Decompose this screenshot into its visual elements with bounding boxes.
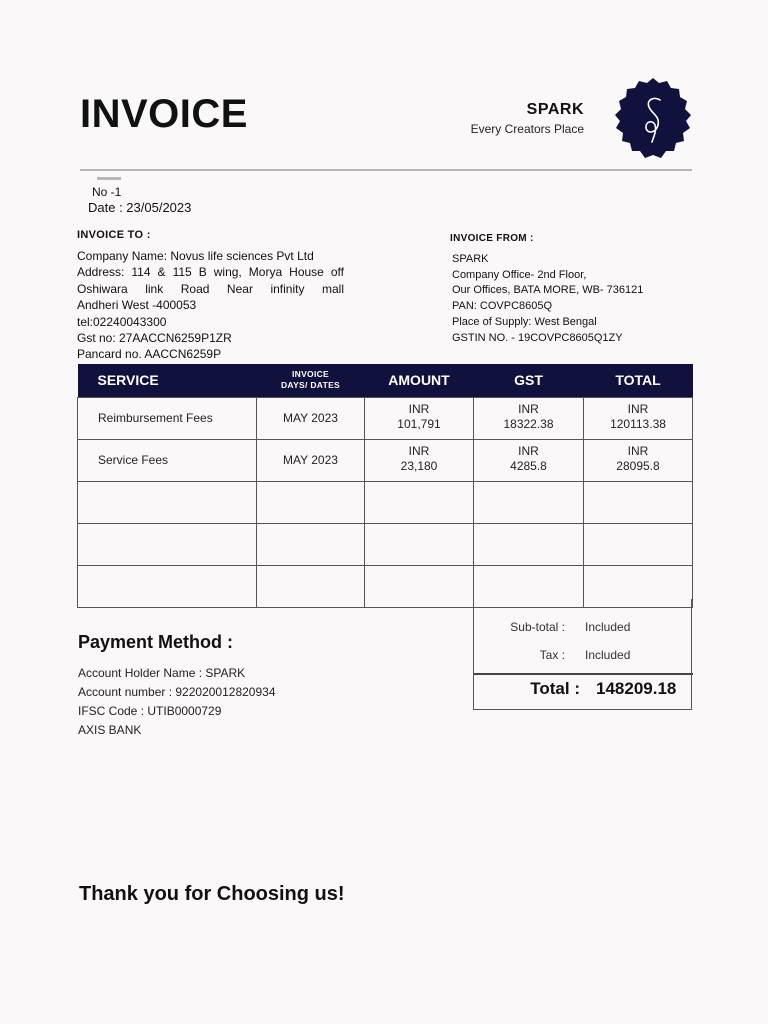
col-header-gst: GST <box>474 364 584 397</box>
cell-empty <box>365 523 474 565</box>
cell-empty <box>257 565 365 607</box>
invoice-to-line: Oshiwara link Road Near infinity mall <box>77 281 344 296</box>
col-header-service: SERVICE <box>78 364 257 397</box>
col-header-dates-line1: INVOICE <box>291 369 330 380</box>
cell-currency: INR <box>408 443 430 458</box>
cell-currency: INR <box>408 401 430 416</box>
cell-empty <box>584 523 693 565</box>
payment-method-block <box>78 632 276 740</box>
cell-dates: MAY 2023 <box>257 439 365 481</box>
cell-currency: INR <box>627 401 649 416</box>
payment-line: AXIS BANK <box>78 723 142 737</box>
cell-value: 28095.8 <box>616 458 660 473</box>
cell-value: 120113.38 <box>610 416 666 431</box>
cell-value: 4285.8 <box>510 458 547 473</box>
table-row <box>78 397 693 439</box>
invoice-title: INVOICE <box>80 92 248 136</box>
col-header-dates <box>257 364 365 397</box>
invoice-number: No -1 <box>92 185 122 199</box>
cell-empty <box>474 523 584 565</box>
invoice-to-line: Andheri West -400053 <box>77 298 197 313</box>
cell-dates: MAY 2023 <box>257 397 365 439</box>
cell-empty <box>78 481 257 523</box>
header-mark <box>97 177 121 180</box>
line-items-table <box>77 364 693 608</box>
invoice-to-line: Address: 114 & 115 B wing, Morya House off <box>77 265 344 280</box>
invoice-meta <box>88 185 191 215</box>
cell-empty <box>365 565 474 607</box>
invoice-to-line: Gst no: 27AACCN6259P1ZR <box>77 331 232 346</box>
grand-total-value: 148209.18 <box>596 679 677 698</box>
s-monogram-seal-icon <box>608 76 698 160</box>
brand-name: SPARK <box>526 101 584 118</box>
invoice-from-line: PAN: COVPC8605Q <box>452 300 553 313</box>
thank-you-message: Thank you for Choosing us! <box>79 883 345 905</box>
total-divider <box>474 673 693 675</box>
table-row-empty <box>78 481 693 523</box>
cell-empty <box>78 523 257 565</box>
invoice-date: Date : 23/05/2023 <box>88 200 192 215</box>
cell-service: Service Fees <box>78 439 257 481</box>
cell-empty <box>257 523 365 565</box>
cell-currency: INR <box>518 443 539 458</box>
payment-line: Account number : 922020012820934 <box>78 685 276 699</box>
invoice-from-block <box>450 233 710 346</box>
table-header-row <box>78 364 693 397</box>
brand-tagline: Every Creators Place <box>470 122 584 136</box>
totals-box <box>473 599 692 710</box>
col-header-amount: AMOUNT <box>365 364 474 397</box>
subtotal-label: Sub-total : <box>510 620 565 634</box>
invoice-to-block <box>77 229 344 363</box>
tax-row <box>474 648 630 662</box>
cell-value: 101,791 <box>397 416 441 431</box>
cell-empty <box>257 481 365 523</box>
invoice-from-heading: INVOICE FROM : <box>450 233 534 244</box>
invoice-from-line: Our Offices, BATA MORE, WB- 736121 <box>452 284 644 297</box>
payment-method-heading: Payment Method : <box>78 632 234 652</box>
cell-gst <box>474 439 584 481</box>
payment-line: IFSC Code : UTIB0000729 <box>78 704 222 718</box>
col-header-total: TOTAL <box>584 364 693 397</box>
payment-line: Account Holder Name : SPARK <box>78 666 246 680</box>
subtotal-value: Included <box>585 620 631 634</box>
cell-empty <box>584 481 693 523</box>
cell-service: Reimbursement Fees <box>78 397 257 439</box>
invoice-from-line: Company Office- 2nd Floor, <box>452 268 587 281</box>
invoice-from-line: Place of Supply: West Bengal <box>452 315 597 328</box>
cell-value: 18322.38 <box>503 416 554 431</box>
cell-value: 23,180 <box>400 458 438 473</box>
table-row-empty <box>78 523 693 565</box>
grand-total-row <box>474 679 693 699</box>
subtotal-row <box>474 620 630 634</box>
cell-amount <box>365 439 474 481</box>
cell-empty <box>365 481 474 523</box>
header-divider <box>80 169 692 171</box>
invoice-from-line: GSTIN NO. - 19COVPC8605Q1ZY <box>452 331 623 344</box>
tax-value: Included <box>585 648 631 662</box>
tax-label: Tax : <box>539 648 565 662</box>
invoice-to-line: Company Name: Novus life sciences Pvt Ltd <box>77 249 314 263</box>
invoice-to-line: Pancard no. AACCN6259P <box>77 347 222 362</box>
cell-amount <box>365 397 474 439</box>
table-row <box>78 439 693 481</box>
cell-total <box>584 439 693 481</box>
cell-total <box>584 397 693 439</box>
invoice-from-line: SPARK <box>452 253 489 265</box>
cell-gst <box>474 397 584 439</box>
cell-currency: INR <box>518 401 539 416</box>
cell-empty <box>474 481 584 523</box>
brand-block <box>471 101 584 136</box>
invoice-to-line: tel:02240043300 <box>77 314 167 329</box>
cell-currency: INR <box>627 443 649 458</box>
grand-total-label: Total : <box>530 679 580 698</box>
col-header-dates-line2: DAYS/ DATES <box>280 380 341 391</box>
cell-empty <box>78 565 257 607</box>
invoice-to-heading: INVOICE TO : <box>77 229 151 241</box>
